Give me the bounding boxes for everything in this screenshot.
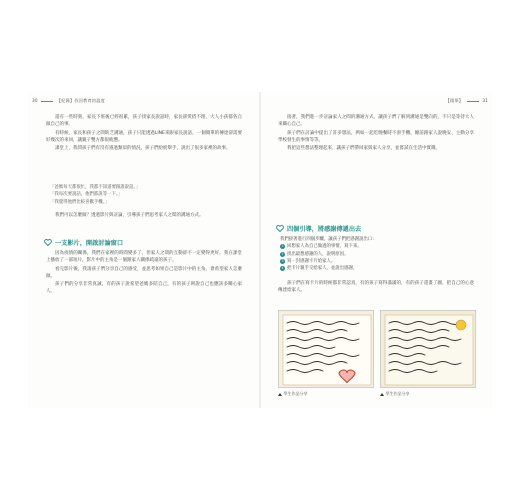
- step-text: 找出最想感謝的人，說明原因。: [287, 251, 349, 257]
- step-item: [280, 265, 472, 272]
- handwritten-card-image: [279, 311, 374, 388]
- student-card-photo-1: [278, 310, 374, 388]
- head-rule: [41, 101, 53, 102]
- steps-intro: 我們接著進行四個步驟，讓孩子們把感謝說出口：: [280, 237, 377, 242]
- heart-icon: [276, 225, 284, 232]
- left-transition-text: [46, 212, 242, 220]
- right-page: [260, 92, 492, 408]
- right-running-head: [446, 98, 488, 104]
- left-page-number: 30: [32, 98, 38, 103]
- step-number: 2: [281, 251, 284, 256]
- paragraph: 我們可以怎麼做？透過影片與討論，引導孩子們思考家人之間的溝通方式。: [55, 213, 204, 218]
- left-page: [28, 92, 260, 408]
- step-text: 回想家人為自己做過的事情，寫下來。: [287, 244, 362, 250]
- handwritten-card-image: [381, 311, 476, 388]
- paragraph: 因為疫情的關係，我們在家裡的時間變多了，但家人之間的互動卻不一定變得更好。我在課堂上播放了一部短片，影片中的主角是一個跟家人關係疏遠的孩子。: [46, 251, 242, 264]
- step-text: 寫一封感謝卡片給家人。: [287, 258, 336, 264]
- left-intro-text: [46, 114, 242, 153]
- left-running-title: 【紀錄】找回教育的溫度: [56, 98, 106, 103]
- paragraph: 孩子們在討論中提出了許多想法，例如一起吃晚餐時不滑手機、睡前跟家人說晚安、主動分享學校發生的事情等等。: [278, 130, 474, 143]
- quote-line: 「我覺得他們比較喜歡手機。」: [50, 199, 110, 205]
- paragraph: 還有一些時刻，家長下班後已經很累，孩子找家長說話時，家長卻愛搭不理，大人小孩都各自做自己的事。: [46, 115, 242, 128]
- left-running-head: [32, 98, 105, 104]
- step-item: [280, 251, 472, 258]
- step-item: [280, 243, 472, 250]
- step-item: [280, 258, 472, 265]
- student-card-photo-2: [380, 310, 476, 388]
- step-number: 4: [281, 266, 284, 271]
- paragraph: 有時候，家長和孩子之間缺乏溝通，孩子只能透過LINE來跟家長說話，一個簡單的傳達卻需要好幾次的來回，讓親子雙方都很疲憊。: [46, 130, 242, 143]
- right-closing-text: [278, 280, 474, 296]
- heart-icon: [44, 239, 52, 246]
- photo-caption-1: [278, 391, 308, 397]
- section-title: 四個引導，將感謝傳遞出去: [287, 226, 362, 233]
- paragraph: 孩子們的分享非常真誠，有的孩子說希望爸媽多陪自己，有的孩子則說自己也應該多關心家人。: [46, 282, 242, 295]
- quote-line: 「爸媽每天都很忙，我都不知道要跟誰說話。」: [50, 185, 141, 190]
- step-number: 1: [281, 244, 284, 249]
- triangle-icon: [380, 393, 384, 396]
- paragraph: 接著，我們進一步討論家人之間的溝通方式，讓孩子們了解到溝通是雙向的，不只是等待大人來關心自己。: [278, 115, 474, 128]
- quote-line: 「我每次要說話，他們都說等一下。」: [50, 192, 123, 198]
- right-running-title: 【精華】: [445, 98, 464, 103]
- head-rule: [467, 101, 479, 102]
- paragraph: 課堂上，我問孩子們有沒有遇過類似的情況，孩子們紛紛舉手，說出了很多家裡的故事。: [55, 146, 231, 152]
- left-section-text: [46, 250, 242, 297]
- step-number: 3: [281, 259, 284, 264]
- section-heading-video: [44, 238, 123, 247]
- paragraph: 孩子們在寫卡片的時候都非常認真，有的孩子寫得滿滿的，有的孩子還畫了圖，把自己的心意傳達給家人。: [278, 281, 474, 294]
- caption-text: 學生作品分享: [283, 391, 308, 396]
- section-heading-guides: [276, 224, 361, 233]
- steps-list: [280, 236, 472, 272]
- paragraph: 我把這些想法整理起來，讓孩子們帶回家與家人分享，並嘗試在生活中實踐。: [287, 146, 440, 152]
- book-spread: [28, 92, 492, 408]
- paragraph: 看完影片後，我請孩子們分享自己的感受，並思考如果自己是影片中的主角，會希望家人怎麼做。: [46, 266, 242, 279]
- caption-text: 學生作品分享: [385, 391, 410, 396]
- quote-block: [50, 184, 240, 206]
- triangle-icon: [278, 393, 282, 396]
- photo-caption-2: [380, 391, 410, 397]
- right-page-number: 31: [482, 98, 488, 103]
- section-title: 一支影片，開啟討論窗口: [55, 240, 124, 247]
- step-text: 把卡片親手交給家人，並說出感謝。: [287, 266, 358, 272]
- right-intro-text: [278, 114, 474, 153]
